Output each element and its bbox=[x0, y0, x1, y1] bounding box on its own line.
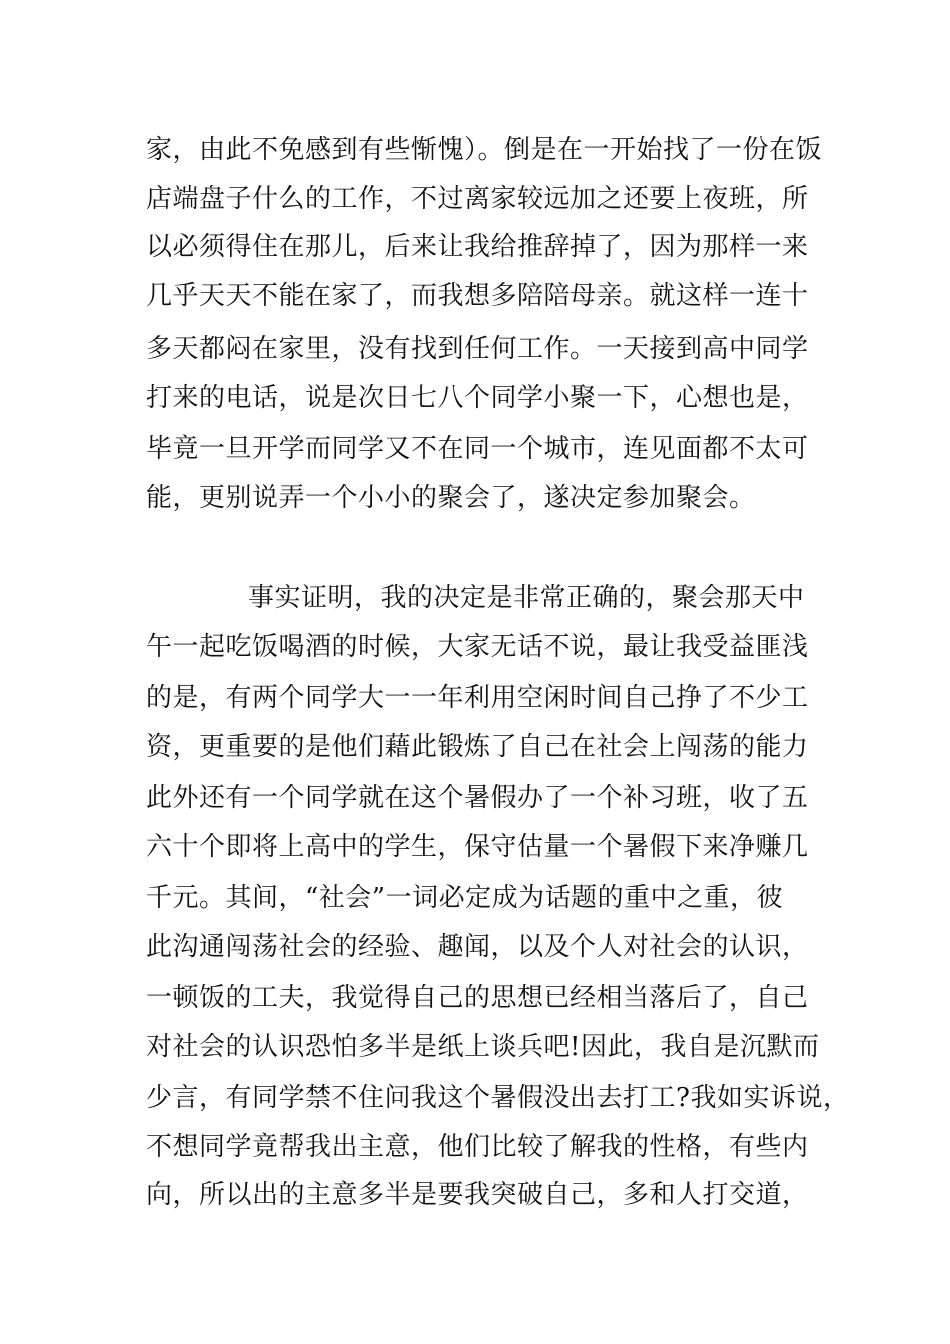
text-line: 能，更别说弄一个小小的聚会了，遂决定参加聚会。 bbox=[146, 483, 756, 513]
text-line: 千元。其间，“社会”一词必定成为话题的重中之重，彼 bbox=[146, 883, 784, 913]
text-line: 不想同学竟帮我出主意，他们比较了解我的性格，有些内 bbox=[146, 1132, 809, 1162]
text-line: 店端盘子什么的工作，不过离家较远加之还要上夜班，所 bbox=[146, 184, 809, 214]
text-line: 以必须得住在那儿，后来让我给推辞掉了，因为那样一来 bbox=[146, 232, 809, 262]
text-line: 午一起吃饭喝酒的时候，大家无话不说，最让我受益匪浅 bbox=[146, 632, 809, 662]
text-line: 一顿饭的工夫，我觉得自己的思想已经相当落后了，自己 bbox=[146, 983, 809, 1013]
text-line: 六十个即将上高中的学生，保守估量一个暑假下来净赚几 bbox=[146, 832, 809, 862]
text-line: 的是，有两个同学大一一年利用空闲时间自己挣了不少工 bbox=[146, 683, 809, 713]
text-line: 少言，有同学禁不住问我这个暑假没出去打工?我如实诉说， bbox=[146, 1083, 850, 1113]
text-line: 毕竟一旦开学而同学又不在同一个城市，连见面都不太可 bbox=[146, 434, 809, 464]
text-line: 多天都闷在家里，没有找到任何工作。一天接到高中同学 bbox=[146, 334, 809, 364]
text-line: 事实证明，我的决定是非常正确的，聚会那天中 bbox=[248, 583, 805, 613]
text-line: 此沟通闯荡社会的经验、趣闻，以及个人对社会的认识， bbox=[146, 932, 809, 962]
text-line: 几乎天天不能在家了，而我想多陪陪母亲。就这样一连十 bbox=[146, 281, 809, 311]
text-line: 家，由此不免感到有些惭愧）。倒是在一开始找了一份在饭 bbox=[146, 135, 823, 165]
text-line: 对社会的认识恐怕多半是纸上谈兵吧!因此，我自是沉默而 bbox=[146, 1032, 820, 1062]
text-line: 此外还有一个同学就在这个暑假办了一个补习班，收了五 bbox=[146, 783, 809, 813]
text-line: 向，所以出的主意多半是要我突破自己，多和人打交道， bbox=[146, 1180, 809, 1210]
text-line: 打来的电话，说是次日七八个同学小聚一下，心想也是， bbox=[146, 383, 809, 413]
text-line: 资，更重要的是他们藉此锻炼了自己在社会上闯荡的能力 bbox=[146, 732, 809, 762]
